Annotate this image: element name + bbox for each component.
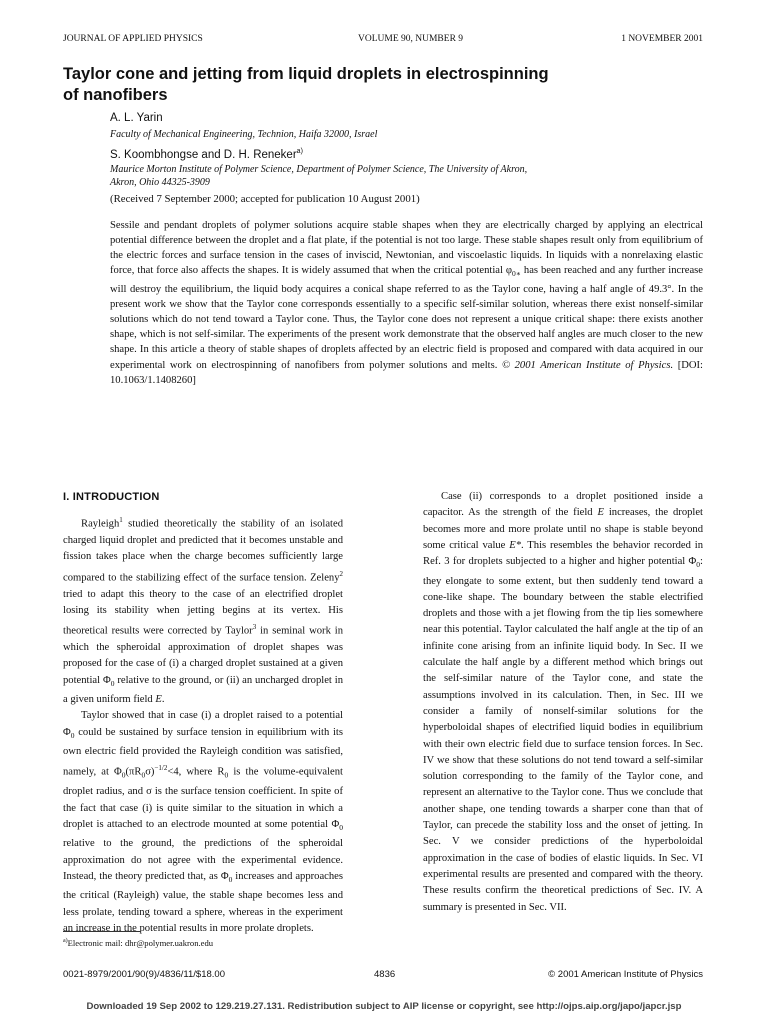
received-dates: (Received 7 September 2000; accepted for publication 10 August 2001) <box>110 193 420 205</box>
page-number: 4836 <box>374 969 396 980</box>
author-2 <box>110 148 303 161</box>
intro-paragraph-1 <box>63 512 343 708</box>
page-footer <box>63 969 703 982</box>
abstract-text-2: has been reached and any further increase will destroy the equilibrium, the liquid body acquires a conical shape referred to as the Taylor cone, having a half angle of 49.3°. In the present work we show that the Taylor cone corresponds essentially to a specific self-similar solution, whereas there exist nonself-similar solutions which do not tend toward a Taylor cone. Thus, the Taylor cone does not represent a unique critical shape: there exists another shape, which is not self-similar. The experiments of the present work demonstrate that the observed half angles are much closer to the new shape. In this article a theory of stable shapes of droplets affected by an electric field is proposed and compared with data acquired in our experimental work on electrospinning of nanofibers from polymer solutions and melts. <box>110 265 703 371</box>
subscript: 0 <box>110 678 115 688</box>
text: (πR <box>125 766 142 778</box>
abstract-phi-subscript: 0∗ <box>512 269 521 279</box>
superscript: −1/2 <box>154 764 168 773</box>
subscript: 0 <box>141 770 146 780</box>
affiliation-2 <box>110 163 710 189</box>
download-notice: Downloaded 19 Sep 2002 to 129.219.27.131. Redistribution subject to AIP license or copyright, see http://ojps.aip.org/japo/japcr.jsp <box>86 1001 682 1012</box>
symbol-E: E <box>155 693 162 705</box>
intro-paragraph-3 <box>423 489 703 916</box>
footnote-mark: a) <box>63 938 68 945</box>
text: . This resembles the behavior recorded in Ref. 3 for droplets subjected to a higher and higher potential Φ <box>423 539 703 568</box>
footnote-divider <box>63 931 141 932</box>
symbol-E-star: E* <box>509 539 522 551</box>
text: . <box>161 693 165 705</box>
text: relative to the ground, the predictions of the spheroidal approximation do not agree with the experimental evidence. Instead, the theory predicted that, as Φ <box>63 838 343 882</box>
article-title <box>63 64 663 106</box>
text: Rayleigh <box>81 518 120 530</box>
text: relative to the ground, or (ii) an uncharged droplet in a given uniform field <box>63 674 343 705</box>
title-line-2: of nanofibers <box>63 86 168 104</box>
reference-1[interactable]: 1 <box>119 516 123 525</box>
left-column <box>63 489 343 937</box>
symbol-E: E <box>597 507 604 519</box>
text: tried to adapt this theory to the case of an electrified droplet losing its stability when jetting begins at its vertex. His theoretical results were corrected by Taylor <box>63 588 343 637</box>
title-line-1: Taylor cone and jetting from liquid droplets in electrospinning <box>63 65 549 83</box>
abstract <box>110 218 703 388</box>
issue-date: 1 NOVEMBER 2001 <box>621 34 703 44</box>
affiliation-2-line-1: Maurice Morton Institute of Polymer Science, Department of Polymer Science, The University of Akron, <box>110 164 528 175</box>
subscript: 0 <box>224 770 229 780</box>
journal-name: JOURNAL OF APPLIED PHYSICS <box>63 34 203 44</box>
text: σ) <box>145 766 155 778</box>
reference-3[interactable]: 3 <box>252 623 257 632</box>
right-column <box>423 489 703 916</box>
text: studied theoretically the stability of an isolated charged liquid droplet and predicted that it becomes unstable and fission takes place when the charge becomes sufficiently large compared to the stabilizing effect of the surface tension. Zeleny <box>63 518 343 584</box>
text: could be sustained by surface tension in equilibrium with its own electric field provided the Rayleigh condition was satisfied, namely, at Φ <box>63 726 343 778</box>
text: Case (ii) corresponds to a droplet positioned inside a capacitor. As the strength of the field <box>423 491 703 519</box>
abstract-copyright: © 2001 American Institute of Physics. <box>501 359 674 371</box>
volume-number: VOLUME 90, NUMBER 9 <box>358 34 464 44</box>
text: Taylor showed that in case (i) a droplet raised to a potential Φ <box>63 710 343 738</box>
doi[interactable]: [DOI: 10.1063/1.1408260] <box>110 359 704 386</box>
text: is the volume-equivalent droplet radius, and σ is the surface tension coefficient. In spite of the fact that case (i) is quite similar to the situation in which a droplet is attached to an electrode mounted at some potential Φ <box>63 766 343 830</box>
subscript: 0 <box>121 770 126 780</box>
reference-2[interactable]: 2 <box>339 569 343 578</box>
text: increases and approaches the critical (Rayleigh) value, the stable shape becomes less and less prolate, tending toward a sphere, whereas in the experiment an increase in the potential results in more prolate droplets. <box>63 870 343 934</box>
section-heading-introduction: I. INTRODUCTION <box>63 491 160 503</box>
text: : they elongate to some extent, but then suddenly tend toward a cone-like shape. The boundary between the stable electrified droplets and those with a jet flowing from the tip lies somewhere near this potential. Taylor calculated the half angle at the tip of an infinite cone arising from an infinite liquid body. In Sec. II we calculate the half angle by a different method which brings out the self-similar nature of the Taylor cone, and state the assumptions involved in its calculation. Then, in Sec. III we consider a family of nonself-similar solutions for the hyperboloidal shapes of electrified liquid bodies in equilibrium with their own electric field due to surface tension forces. In Sec. IV we show that these solutions do not tend toward a self-similar solution corresponding to the family of the Taylor cone, and represent an alternative to the Taylor cone. Thus we conclude that another shape, one tending towards a sharper cone than that of Taylor, can precede the stability loss and the onset of jetting. In Sec. V we consider predictions of the hyperboloidal approximation in the case of bodies of elastic liquids. In Sec. VI experimental results are presented and compared with the theory. These results confirm the theoretical predictions of Sec. IV. A summary is presented in Sec. VII. <box>423 556 703 913</box>
text: in seminal work in which the spheroidal approximation of droplet shapes was proposed for the case of (i) a charged droplet sustained at a given potential Φ <box>63 625 343 686</box>
abstract-text-1: Sessile and pendant droplets of polymer solutions acquire stable shapes when they are electrically charged by applying an electrical potential difference between the droplet and a flat plate, if the potential is not too large. These stable shapes result only from equilibrium of the electric forces and surface tension in the cases of inviscid, Newtonian, and viscoelastic liquids. In liquids with a nonrelaxing elastic force, that force also affects the shapes. It is widely assumed that when the critical potential φ <box>110 220 703 277</box>
footnote <box>63 938 213 948</box>
article-code: 0021-8979/2001/90(9)/4836/11/$18.00 <box>63 969 225 980</box>
subscript: 0 <box>228 874 233 884</box>
subscript: 0 <box>339 822 343 832</box>
text: increases, the droplet becomes more and more prolate until no shape is stable beyond some critical value <box>423 507 704 551</box>
author-2-names: S. Koombhongse and D. H. Reneker <box>110 148 297 161</box>
subscript: 0 <box>696 560 701 570</box>
affiliation-2-line-2: Akron, Ohio 44325-3909 <box>110 177 210 188</box>
intro-paragraph-2 <box>63 708 343 937</box>
author-2-footnote-mark: a) <box>296 148 303 155</box>
affiliation-1: Faculty of Mechanical Engineering, Technion, Haifa 32000, Israel <box>110 129 378 140</box>
text: <4, where R <box>167 766 225 778</box>
author-1: A. L. Yarin <box>110 112 163 124</box>
running-header <box>63 34 703 48</box>
footer-copyright: © 2001 American Institute of Physics <box>548 969 703 980</box>
subscript: 0 <box>70 730 75 740</box>
footnote-text[interactable]: Electronic mail: dhr@polymer.uakron.edu <box>67 938 214 948</box>
